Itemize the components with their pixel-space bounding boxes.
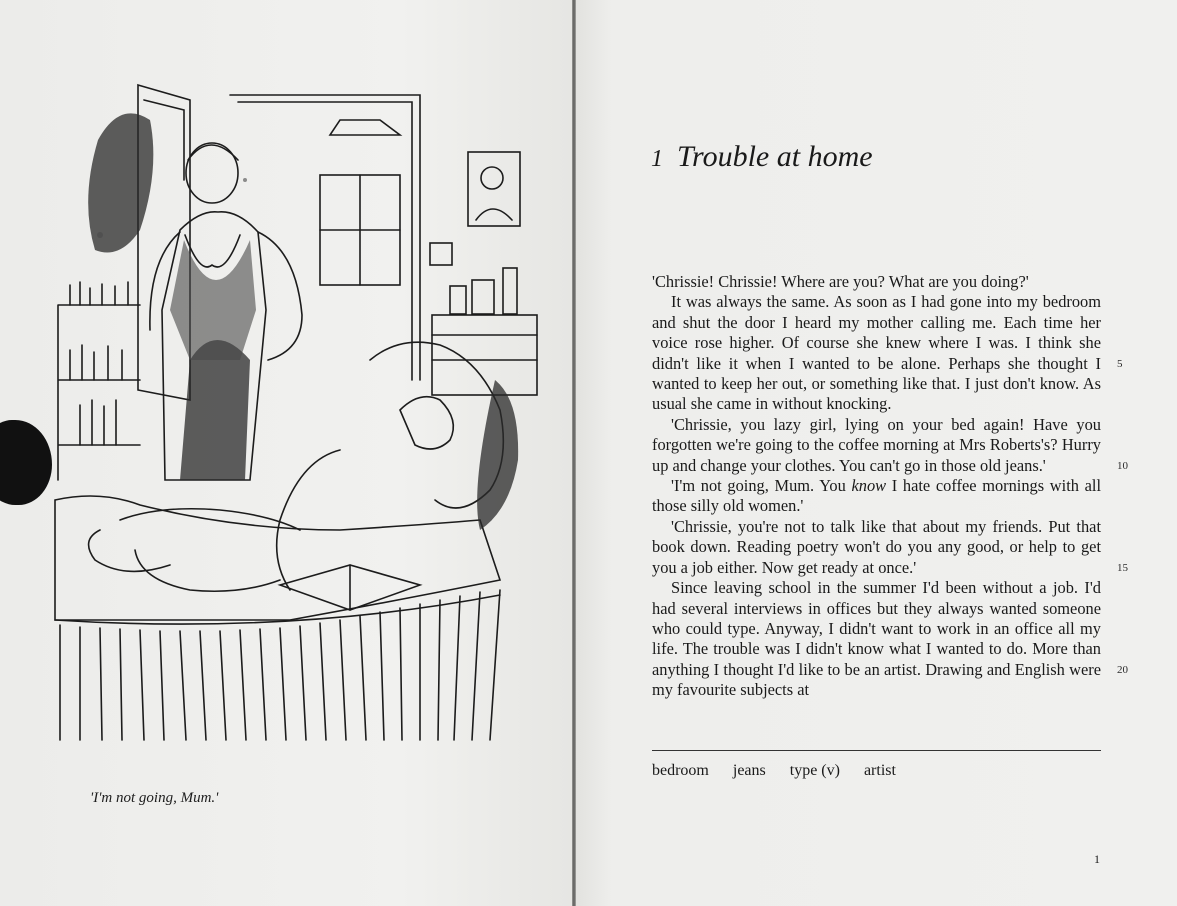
illustration-caption: 'I'm not going, Mum.' [90, 790, 219, 806]
paragraph [652, 415, 1101, 476]
line-number: 5 [1117, 358, 1123, 370]
line-number: 20 [1117, 664, 1128, 676]
illustration [40, 60, 540, 750]
paragraph [652, 272, 1101, 292]
paragraph-text: 'Chrissie, you're not to talk like that about my friends. Put that book down. Reading poetry won't do you any good, or help to get you a job either. Now get ready at once.' [652, 516, 1101, 577]
page-number: 1 [1094, 852, 1100, 866]
paragraph [652, 292, 1101, 414]
left-page [0, 0, 572, 906]
paragraph-text: I hate coffee mornings with all those silly old women.' [652, 476, 1101, 516]
chapter-title: Trouble at home [677, 140, 873, 173]
vocabulary-word: bedroom [652, 762, 709, 779]
vocabulary-list [652, 762, 896, 780]
line-number: 15 [1117, 562, 1128, 574]
paragraph [652, 517, 1101, 578]
vocabulary-word: artist [863, 762, 896, 779]
emphasis-text: know [851, 476, 887, 496]
paragraph-text: 'Chrissie! Chrissie! Where are you? What are you doing?' [652, 272, 1029, 291]
paragraph-text: It was always the same. As soon as I had gone into my bedroom and shut the door I heard my mother calling me. Each time her voice rose higher. Of course she knew where I was. I think she didn't like it when I wanted to be alone. Perhaps she thought I wanted to keep her out, or something like that. I just don't know. As usual she came in without knocking. [652, 292, 1101, 414]
paragraph-text: Since leaving school in the summer I'd been without a job. I'd had several interviews in offices but they always wanted someone who could type. Anyway, I didn't want to work in an office all my life. The trouble was I didn't know what I wanted to do. More than anything I thought I'd like to be an artist. Drawing and English were my favourite subjects at [652, 578, 1101, 700]
paragraph [652, 578, 1101, 700]
footnote-divider [652, 750, 1101, 751]
chapter-number: 1 [651, 146, 663, 172]
paragraph-text: 'I'm not going, Mum. You [671, 476, 852, 496]
chapter-heading [651, 140, 873, 174]
vocabulary-word: type (v) [789, 762, 840, 779]
paragraph-text: 'Chrissie, you lazy girl, lying on your bed again! Have you forgotten we're going to the coffee morning at Mrs Roberts's? Hurry up and change your clothes. You can't go in those old jeans.' [652, 414, 1101, 475]
vocabulary-word: jeans [732, 762, 766, 779]
chapter-body [652, 272, 1101, 701]
paragraph [652, 476, 1101, 517]
line-number: 10 [1117, 460, 1128, 472]
